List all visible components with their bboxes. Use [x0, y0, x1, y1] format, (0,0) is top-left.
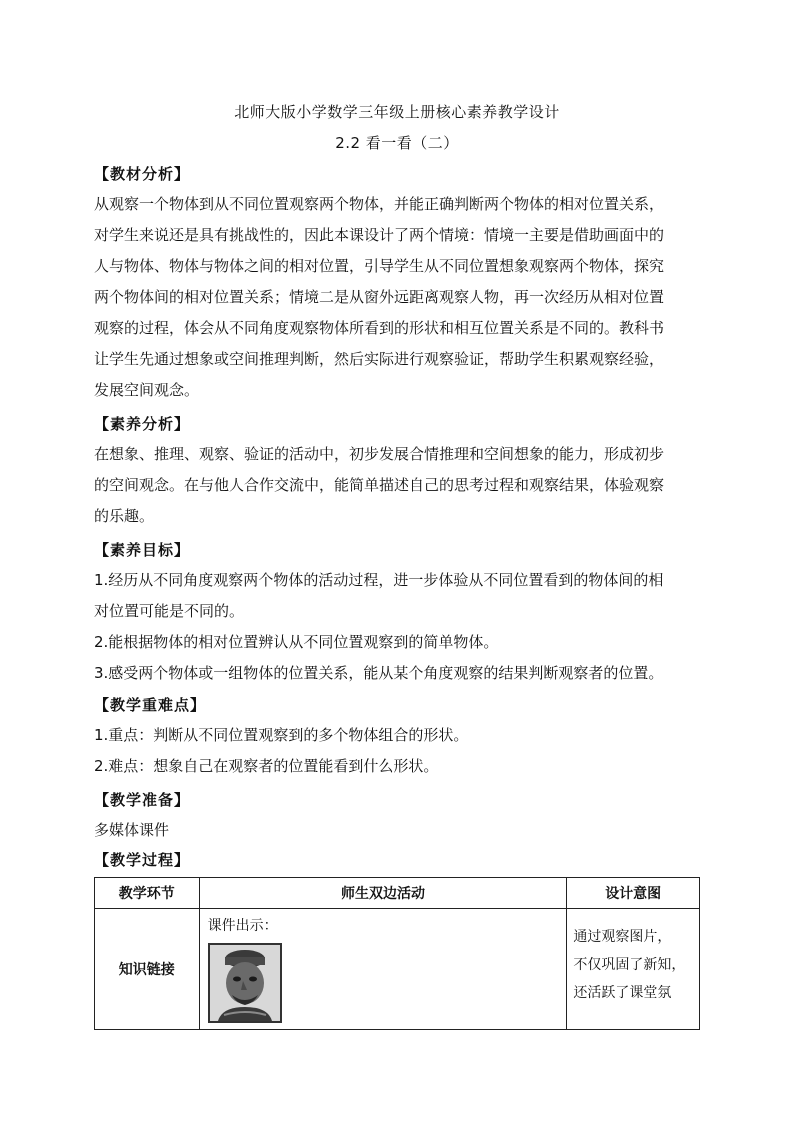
text-line: 人与物体、物体与物体之间的相对位置，引导学生从不同位置想象观察两个物体，探究 — [94, 257, 665, 275]
text-line: 发展空间观念。 — [94, 381, 200, 399]
intent-line: 还活跃了课堂氛 — [573, 985, 672, 1001]
text-line: 多媒体课件 — [94, 821, 170, 839]
text-line: 在想象、推理、观察、验证的活动中，初步发展合情推理和空间想象的能力，形成初步 — [94, 445, 665, 463]
header-activity: 师生双边活动 — [199, 878, 567, 909]
process-table — [94, 877, 700, 1030]
text-line: 对位置可能是不同的。 — [94, 602, 245, 620]
heading-key-points: 【教学重难点】 — [94, 696, 207, 714]
document-title: 北师大版小学数学三年级上册核心素养教学设计 — [234, 103, 560, 121]
text-line: 对学生来说还是具有挑战性的，因此本课设计了两个情境：情境一主要是借助画面中的 — [94, 226, 665, 244]
para-textbook-analysis — [94, 189, 714, 406]
heading-process: 【教学过程】 — [94, 851, 191, 869]
heading-literacy-goals: 【素养目标】 — [94, 541, 191, 559]
portrait-image — [208, 943, 282, 1023]
header-intent: 设计意图 — [567, 878, 700, 909]
text-line: 观察的过程，体会从不同角度观察物体所看到的形状和相互位置关系是不同的。教科书 — [94, 319, 665, 337]
para-literacy-goals — [94, 565, 714, 689]
heading-textbook-analysis: 【教材分析】 — [94, 165, 191, 183]
intent-line: 不仅巩固了新知， — [573, 957, 686, 973]
intent-line: 通过观察图片， — [573, 929, 672, 945]
table-row — [95, 909, 700, 1030]
text-line: 2.能根据物体的相对位置辨认从不同位置观察到的简单物体。 — [94, 633, 499, 651]
para-key-points — [94, 720, 714, 782]
heading-preparation: 【教学准备】 — [94, 791, 191, 809]
text-line: 让学生先通过想象或空间推理判断，然后实际进行观察验证，帮助学生积累观察经验， — [94, 350, 665, 368]
heading-literacy-analysis: 【素养分析】 — [94, 415, 191, 433]
text-line: 1.经历从不同角度观察两个物体的活动过程，进一步体验从不同位置看到的物体间的相 — [94, 571, 664, 589]
text-line: 3.感受两个物体或一组物体的位置关系，能从某个角度观察的结果判断观察者的位置。 — [94, 664, 664, 682]
text-line: 2.难点：想象自己在观察者的位置能看到什么形状。 — [94, 757, 439, 775]
text-line: 的乐趣。 — [94, 507, 155, 525]
cell-intent — [567, 909, 700, 1030]
text-line: 1.重点：判断从不同位置观察到的多个物体组合的形状。 — [94, 726, 469, 744]
para-preparation — [94, 815, 714, 846]
para-literacy-analysis — [94, 439, 714, 532]
table-header-row — [95, 878, 700, 909]
text-line: 两个物体间的相对位置关系；情境二是从窗外远距离观察人物，再一次经历从相对位置 — [94, 288, 665, 306]
text-line: 的空间观念。在与他人合作交流中，能简单描述自己的思考过程和观察结果，体验观察 — [94, 476, 665, 494]
header-stage: 教学环节 — [95, 878, 200, 909]
activity-text: 课件出示： — [207, 918, 278, 934]
cell-stage: 知识链接 — [95, 909, 200, 1030]
cell-activity — [199, 909, 567, 1030]
lesson-subtitle: 2.2 看一看（二） — [335, 134, 459, 152]
text-line: 从观察一个物体到从不同位置观察两个物体，并能正确判断两个物体的相对位置关系， — [94, 195, 665, 213]
